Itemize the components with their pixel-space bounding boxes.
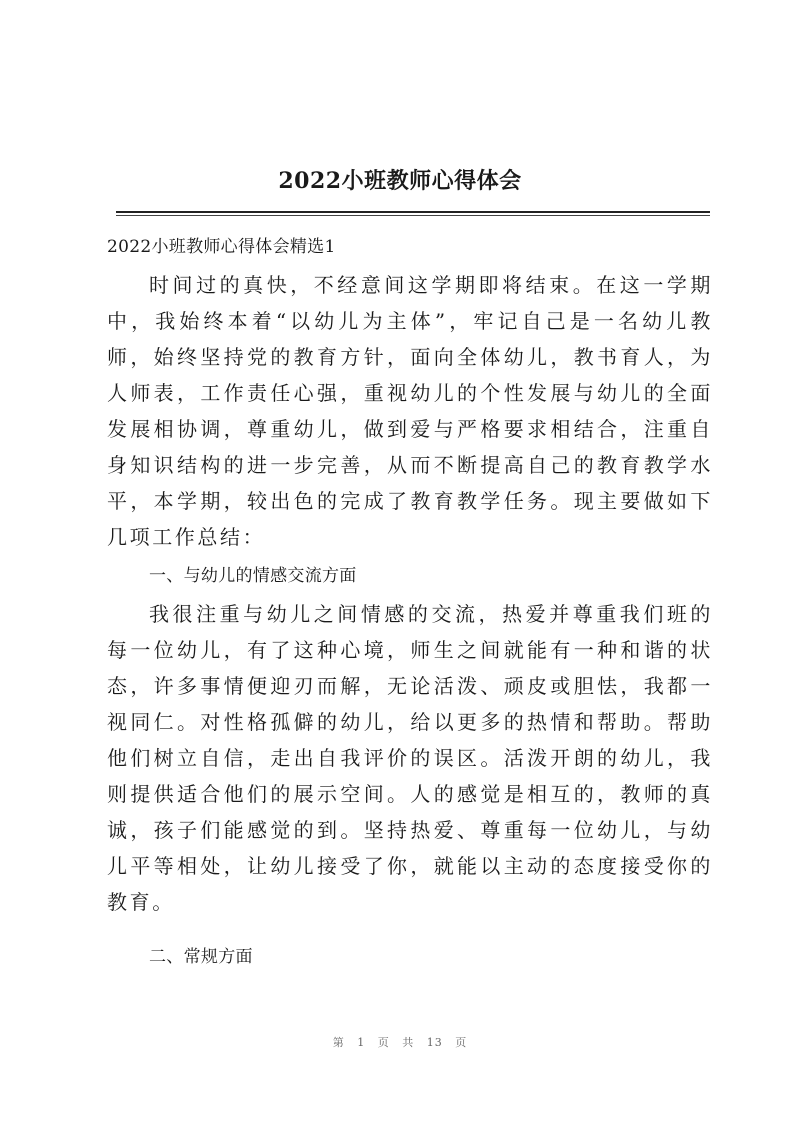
document-body xyxy=(107,230,713,974)
section-heading-2: 二、常规方面 xyxy=(149,947,253,967)
document-subtitle: 2022小班教师心得体会精选1 xyxy=(107,237,336,257)
title-divider xyxy=(116,211,710,213)
page-footer: 第 1 页 共 13 页 xyxy=(332,1036,468,1049)
section-heading-1: 一、与幼儿的情感交流方面 xyxy=(149,566,357,586)
section-1-paragraph: 我很注重与幼儿之间情感的交流，热爱并尊重我们班的每一位幼儿，有了这种心境，师生之间就能有一种和谐的状态，许多事情便迎刃而解，无论活泼、顽皮或胆怯，我都一视同仁。对性格孤僻的幼儿，给以更多的热情和帮助。帮助他们树立自信，走出自我评价的误区。活泼开朗的幼儿，我则提供适合他们的展示空间。人的感觉是相互的，教师的真诚，孩子们能感觉的到。坚持热爱、尊重每一位幼儿，与幼儿平等相处，让幼儿接受了你，就能以主动的态度接受你的教育。 xyxy=(107,602,713,914)
page-title: 2022小班教师心得体会 xyxy=(278,168,522,194)
intro-paragraph: 时间过的真快，不经意间这学期即将结束。在这一学期中，我始终本着“以幼儿为主体”，牢记自己是一名幼儿教师，始终坚持党的教育方针，面向全体幼儿，教书育人，为人师表，工作责任心强，重视幼儿的个性发展与幼儿的全面发展相协调，尊重幼儿，做到爱与严格要求相结合，注重自身知识结构的进一步完善，从而不断提高自己的教育教学水平，本学期，较出色的完成了教育教学任务。现主要做如下几项工作总结： xyxy=(107,273,713,549)
title-divider-thin xyxy=(116,215,710,216)
